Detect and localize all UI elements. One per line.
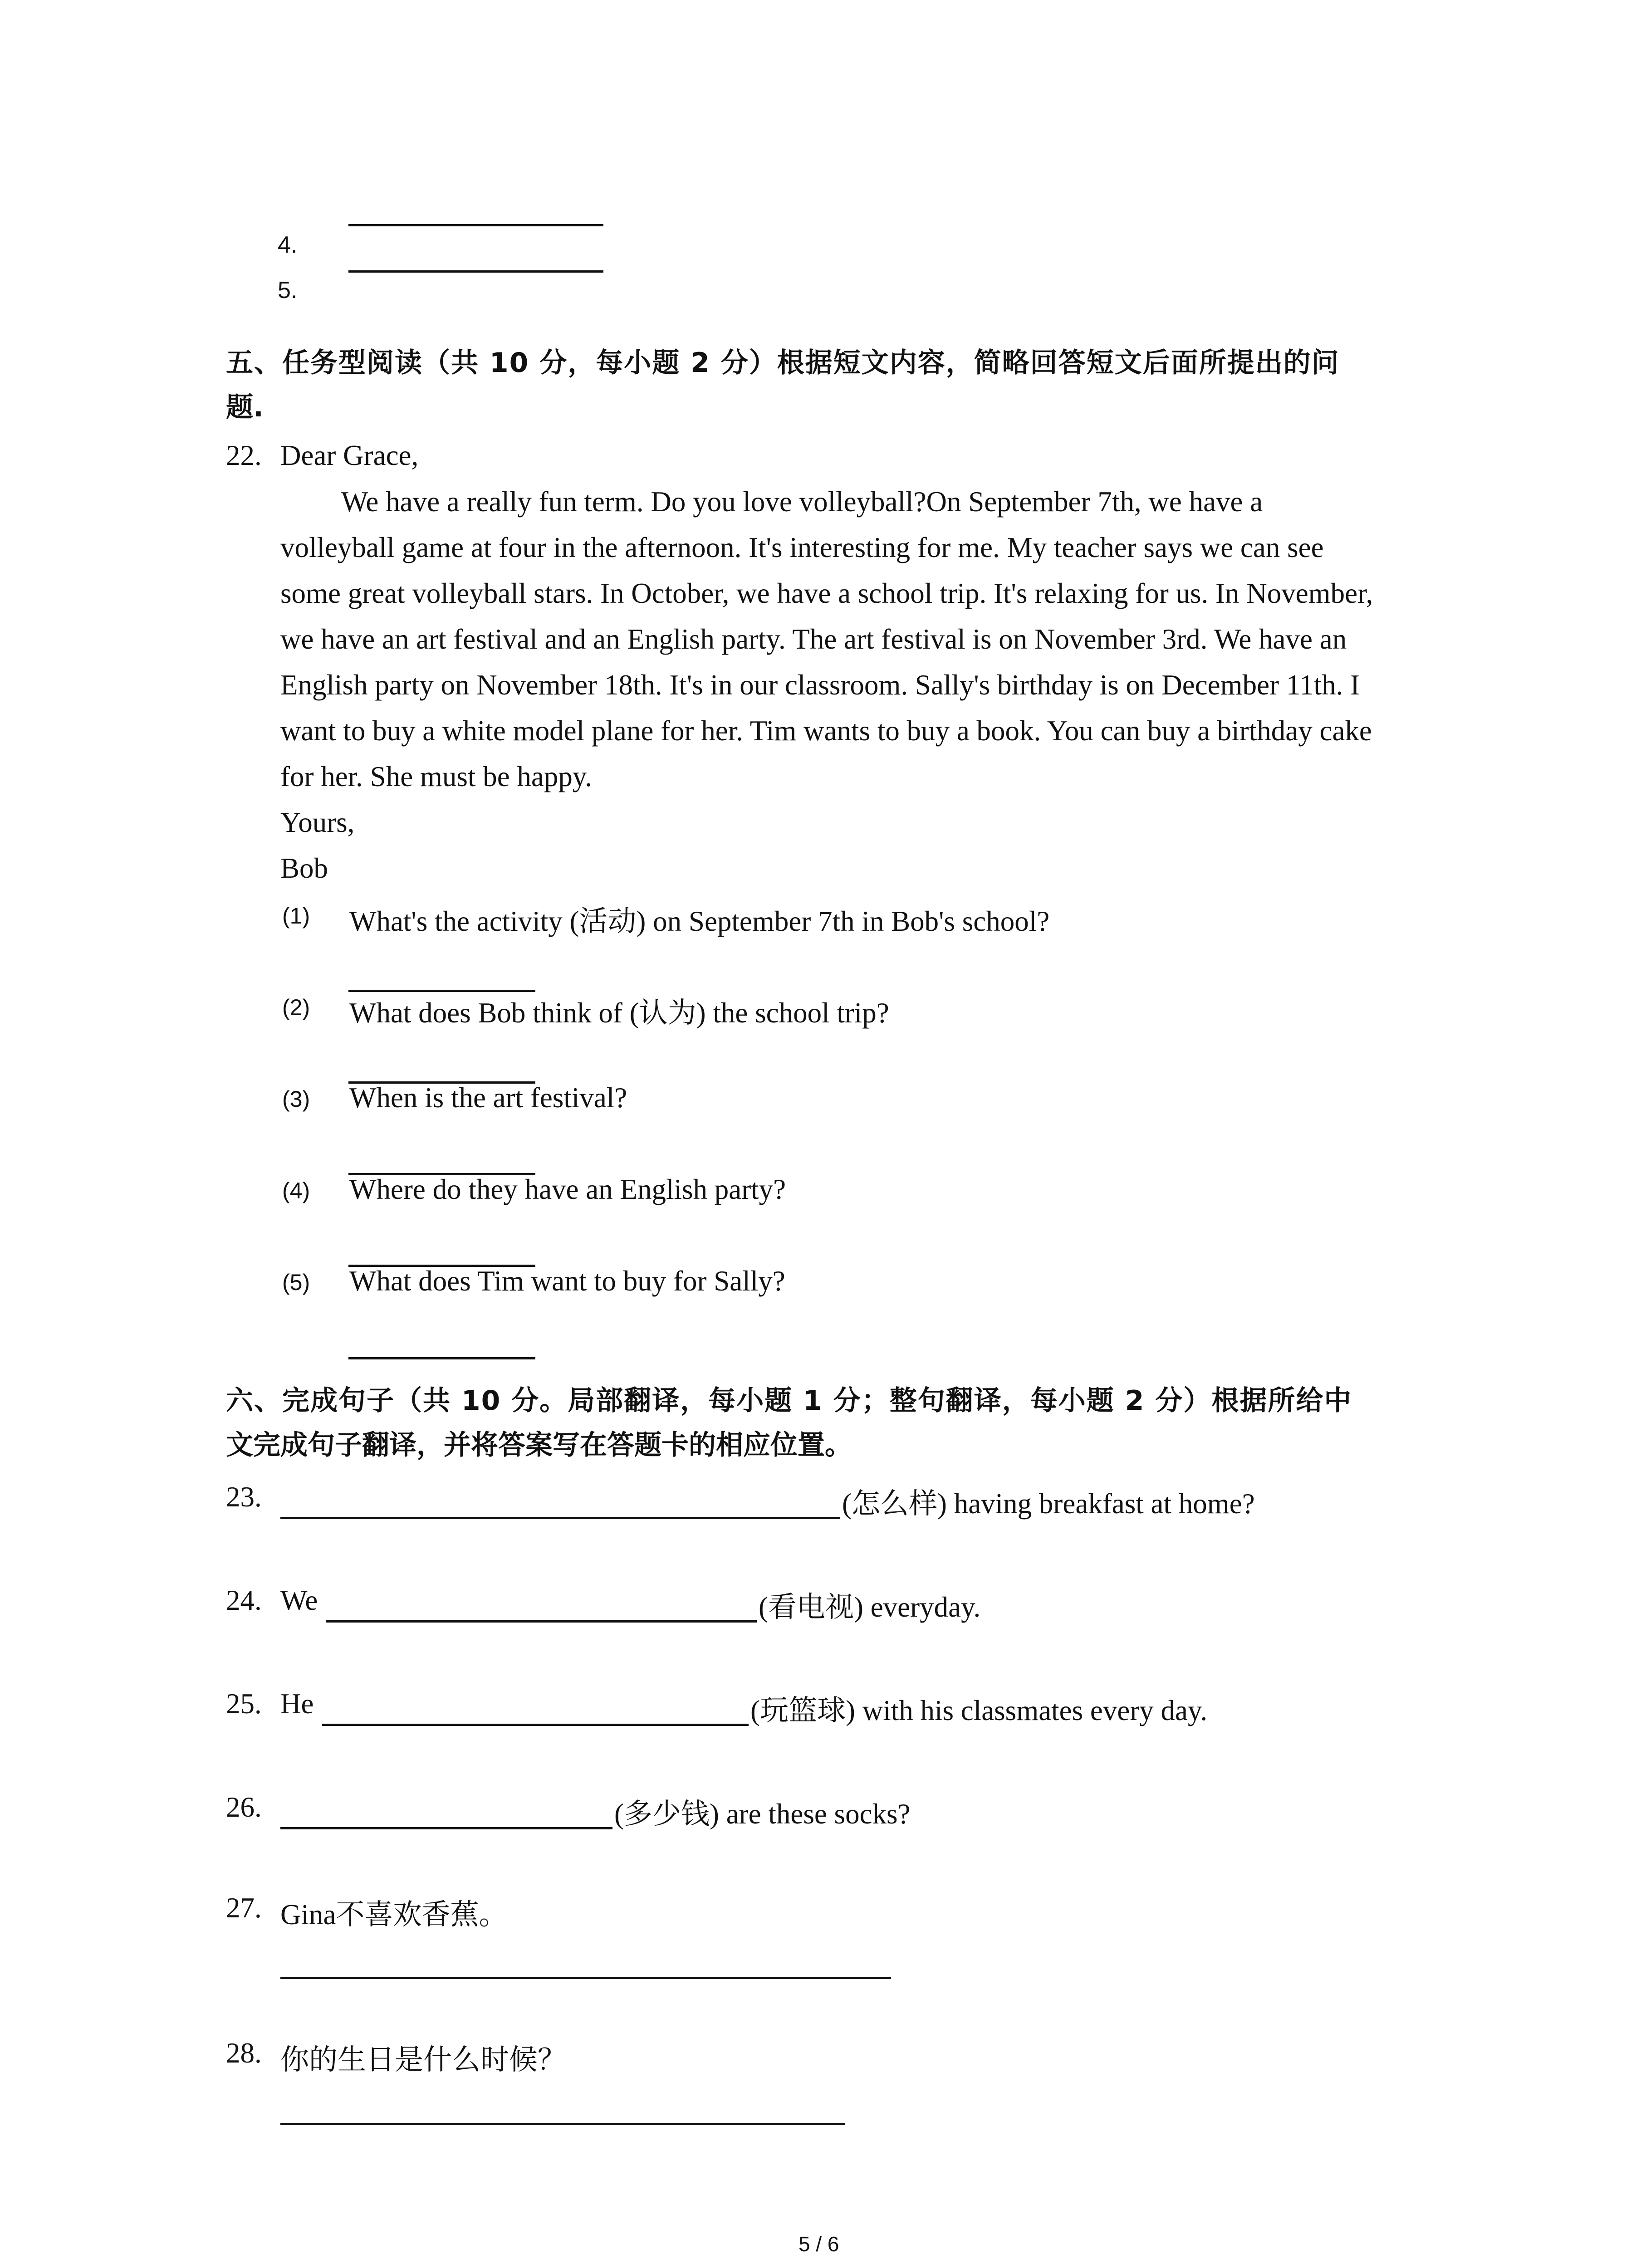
q24-answer-blank[interactable] bbox=[326, 1620, 757, 1623]
question-number-22: 22. bbox=[226, 440, 262, 471]
q25-text-before: He bbox=[280, 1688, 314, 1720]
q23-text: (怎么样) having breakfast at home? bbox=[842, 1488, 1255, 1520]
letter-line-4: we have an art festival and an English party. The art festival is on November 3rd. We have an bbox=[280, 623, 1347, 655]
subquestion-text-4: Where do they have an English party? bbox=[349, 1173, 786, 1205]
q26-answer-blank[interactable] bbox=[280, 1827, 612, 1829]
q28-prompt: 你的生日是什么时候？ bbox=[280, 2044, 566, 2076]
item-number-4: 4. bbox=[278, 232, 298, 258]
q24-text-before: We bbox=[280, 1584, 318, 1616]
question-number-25: 25. bbox=[226, 1688, 262, 1720]
question-number-24: 24. bbox=[226, 1584, 262, 1616]
subquestion-label-4: (4) bbox=[282, 1178, 310, 1203]
q23-answer-blank[interactable] bbox=[280, 1517, 840, 1519]
question-number-26: 26. bbox=[226, 1791, 262, 1823]
question-number-23: 23. bbox=[226, 1481, 262, 1513]
subquestion-text-3: When is the art festival? bbox=[349, 1082, 627, 1114]
q27-answer-blank[interactable] bbox=[280, 1977, 891, 1979]
q25-text-after: (玩篮球) with his classmates every day. bbox=[750, 1695, 1208, 1726]
question-number-27: 27. bbox=[226, 1892, 262, 1924]
letter-signature: Bob bbox=[280, 852, 328, 884]
subquestion-label-5: (5) bbox=[282, 1270, 310, 1295]
q25-answer-blank[interactable] bbox=[322, 1724, 749, 1726]
q26-text-after: (多少钱) are these socks? bbox=[614, 1798, 911, 1830]
letter-line-5: English party on November 18th. It's in our classroom. Sally's birthday is on December 11th. I bbox=[280, 669, 1360, 701]
letter-line-2: volleyball game at four in the afternoon. It's interesting for me. My teacher says we can see bbox=[280, 532, 1324, 563]
section5-heading-line2: 题. bbox=[226, 391, 264, 423]
subquestion-label-1: (1) bbox=[282, 903, 310, 929]
letter-closing: Yours, bbox=[280, 807, 355, 838]
page-number: 5 / 6 bbox=[798, 2232, 839, 2256]
question-number-28: 28. bbox=[226, 2037, 262, 2069]
section6-heading-line1: 六、完成句子（共 10 分。局部翻译，每小题 1 分；整句翻译，每小题 2 分）根据所给中 bbox=[226, 1385, 1352, 1417]
section5-heading-line1: 五、任务型阅读（共 10 分，每小题 2 分）根据短文内容，简略回答短文后面所提出的问 bbox=[226, 347, 1340, 379]
q28-answer-blank[interactable] bbox=[280, 2123, 845, 2125]
letter-greeting: Dear Grace, bbox=[280, 440, 419, 471]
letter-line-3: some great volleyball stars. In October, we have a school trip. It's relaxing for us. In November, bbox=[280, 577, 1373, 609]
section6-heading-line2: 文完成句子翻译，并将答案写在答题卡的相应位置。 bbox=[226, 1429, 852, 1461]
subquestion-label-2: (2) bbox=[282, 995, 310, 1020]
subquestion-text-1: What's the activity (活动) on September 7th in Bob's school? bbox=[349, 905, 1050, 937]
letter-line-6: want to buy a white model plane for her. Tim wants to buy a book. You can buy a birthday cake bbox=[280, 715, 1372, 747]
item-number-5: 5. bbox=[278, 277, 298, 303]
letter-line-1: We have a really fun term. Do you love volleyball?On September 7th, we have a bbox=[341, 486, 1263, 518]
subquestion-label-3: (3) bbox=[282, 1086, 310, 1112]
answer-blank-3[interactable] bbox=[348, 224, 603, 226]
subquestion-text-5: What does Tim want to buy for Sally? bbox=[349, 1265, 785, 1297]
subquestion-answer-blank-5[interactable] bbox=[348, 1357, 535, 1359]
subquestion-text-2: What does Bob think of (认为) the school trip? bbox=[349, 997, 889, 1029]
letter-line-7: for her. She must be happy. bbox=[280, 761, 593, 792]
q24-text-after: (看电视) everyday. bbox=[759, 1591, 981, 1623]
answer-blank-4[interactable] bbox=[348, 270, 603, 273]
q27-prompt: Gina不喜欢香蕉。 bbox=[280, 1899, 508, 1931]
